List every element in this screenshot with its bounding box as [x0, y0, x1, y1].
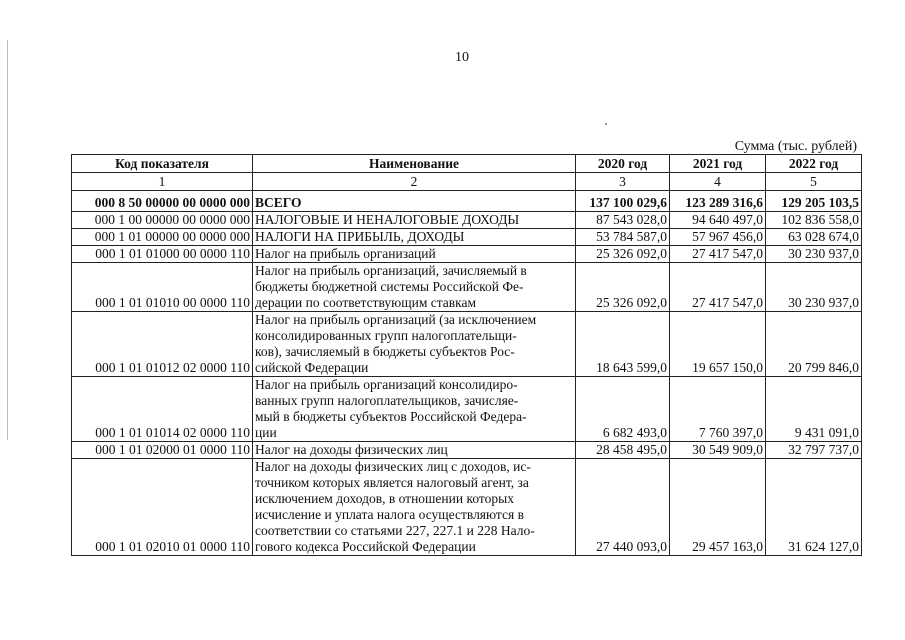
indicator-name-line: ции — [255, 425, 277, 440]
value-2022: 63 028 674,0 — [766, 229, 862, 246]
value-2020: 6 682 493,0 — [576, 377, 670, 442]
table-row — [72, 212, 862, 229]
value-2021: 19 657 150,0 — [670, 312, 766, 377]
table-row — [72, 191, 862, 212]
table-row — [72, 377, 862, 442]
indicator-name-line: ванных групп налогоплательщиков, зачисляе- — [255, 393, 519, 408]
indicator-name — [253, 377, 576, 442]
value-2020: 25 326 092,0 — [576, 263, 670, 312]
indicator-name — [253, 442, 576, 459]
indicator-name-line: консолидированных групп налогоплательщи- — [255, 328, 517, 343]
column-number: 5 — [766, 173, 862, 191]
indicator-name — [253, 312, 576, 377]
indicator-name — [253, 212, 576, 229]
table-row — [72, 459, 862, 556]
indicator-code: 000 1 01 02010 01 0000 110 — [72, 459, 253, 556]
header-name: Наименование — [253, 155, 576, 173]
table-row — [72, 312, 862, 377]
indicator-code: 000 1 01 02000 01 0000 110 — [72, 442, 253, 459]
value-2020: 27 440 093,0 — [576, 459, 670, 556]
scan-left-edge — [7, 40, 8, 440]
indicator-name-line: Налог на прибыль организаций — [255, 246, 436, 261]
column-number: 3 — [576, 173, 670, 191]
table-row — [72, 442, 862, 459]
column-number: 2 — [253, 173, 576, 191]
indicator-name-line: ВСЕГО — [255, 195, 302, 210]
indicator-name-line: исключением доходов, в отношении которых — [255, 491, 514, 506]
indicator-name-line: исчисление и уплата налога осуществляются в — [255, 507, 524, 522]
indicator-name-line: дерации по соответствующим ставкам — [255, 295, 477, 310]
indicator-name-line: гового кодекса Российской Федерации — [255, 539, 476, 554]
value-2021: 7 760 397,0 — [670, 377, 766, 442]
value-2022: 30 230 937,0 — [766, 246, 862, 263]
header-2021: 2021 год — [670, 155, 766, 173]
indicator-name-line: Налог на прибыль организаций (за исключением — [255, 312, 537, 327]
value-2020: 28 458 495,0 — [576, 442, 670, 459]
value-2022: 102 836 558,0 — [766, 212, 862, 229]
value-2020: 53 784 587,0 — [576, 229, 670, 246]
value-2020: 137 100 029,6 — [576, 191, 670, 212]
indicator-name-line: ков), зачисляемый в бюджеты субъектов Рос- — [255, 344, 515, 359]
table-row — [72, 246, 862, 263]
table-row — [72, 229, 862, 246]
indicator-name-line: точником которых является налоговый агент, за — [255, 475, 529, 490]
value-2021: 27 417 547,0 — [670, 246, 766, 263]
value-2022: 129 205 103,5 — [766, 191, 862, 212]
value-2020: 18 643 599,0 — [576, 312, 670, 377]
value-2022: 20 799 846,0 — [766, 312, 862, 377]
indicator-name-line: Налог на доходы физических лиц с доходов, ис- — [255, 459, 531, 474]
indicator-code: 000 1 01 01012 02 0000 110 — [72, 312, 253, 377]
value-2022: 31 624 127,0 — [766, 459, 862, 556]
table-header-row — [72, 155, 862, 173]
indicator-code: 000 1 00 00000 00 0000 000 — [72, 212, 253, 229]
value-2021: 123 289 316,6 — [670, 191, 766, 212]
units-caption: Сумма (тыс. рублей) — [734, 139, 857, 154]
scan-speck — [605, 123, 607, 125]
value-2021: 94 640 497,0 — [670, 212, 766, 229]
value-2022: 32 797 737,0 — [766, 442, 862, 459]
value-2021: 27 417 547,0 — [670, 263, 766, 312]
indicator-name-line: мый в бюджеты субъектов Российской Федера- — [255, 409, 527, 424]
indicator-code: 000 1 01 01000 00 0000 110 — [72, 246, 253, 263]
indicator-name-line: Налог на прибыль организаций, зачисляемый в — [255, 263, 527, 278]
value-2022: 9 431 091,0 — [766, 377, 862, 442]
indicator-name — [253, 263, 576, 312]
indicator-name — [253, 459, 576, 556]
indicator-name-line: соответствии со статьями 227, 227.1 и 228 Нало- — [255, 523, 535, 538]
page-number: 10 — [455, 50, 469, 65]
indicator-name-line: бюджеты бюджетной системы Российской Фе- — [255, 279, 524, 294]
indicator-name-line: Налог на прибыль организаций консолидиро- — [255, 377, 518, 392]
indicator-code: 000 1 01 01014 02 0000 110 — [72, 377, 253, 442]
header-2022: 2022 год — [766, 155, 862, 173]
indicator-code: 000 1 01 00000 00 0000 000 — [72, 229, 253, 246]
table-row — [72, 263, 862, 312]
indicator-name — [253, 229, 576, 246]
indicator-name-line: НАЛОГОВЫЕ И НЕНАЛОГОВЫЕ ДОХОДЫ — [255, 212, 520, 227]
indicator-name — [253, 191, 576, 212]
table-body — [72, 191, 862, 556]
column-number: 4 — [670, 173, 766, 191]
indicator-name-line: НАЛОГИ НА ПРИБЫЛЬ, ДОХОДЫ — [255, 229, 465, 244]
indicator-code: 000 8 50 00000 00 0000 000 — [72, 191, 253, 212]
value-2020: 25 326 092,0 — [576, 246, 670, 263]
indicator-name-line: сийской Федерации — [255, 360, 369, 375]
indicator-name-line: Налог на доходы физических лиц — [255, 442, 448, 457]
header-code: Код показателя — [72, 155, 253, 173]
indicator-name — [253, 246, 576, 263]
column-number: 1 — [72, 173, 253, 191]
value-2022: 30 230 937,0 — [766, 263, 862, 312]
value-2020: 87 543 028,0 — [576, 212, 670, 229]
value-2021: 57 967 456,0 — [670, 229, 766, 246]
column-number-row — [72, 173, 862, 191]
indicator-code: 000 1 01 01010 00 0000 110 — [72, 263, 253, 312]
value-2021: 29 457 163,0 — [670, 459, 766, 556]
header-2020: 2020 год — [576, 155, 670, 173]
value-2021: 30 549 909,0 — [670, 442, 766, 459]
revenue-table — [71, 154, 862, 556]
